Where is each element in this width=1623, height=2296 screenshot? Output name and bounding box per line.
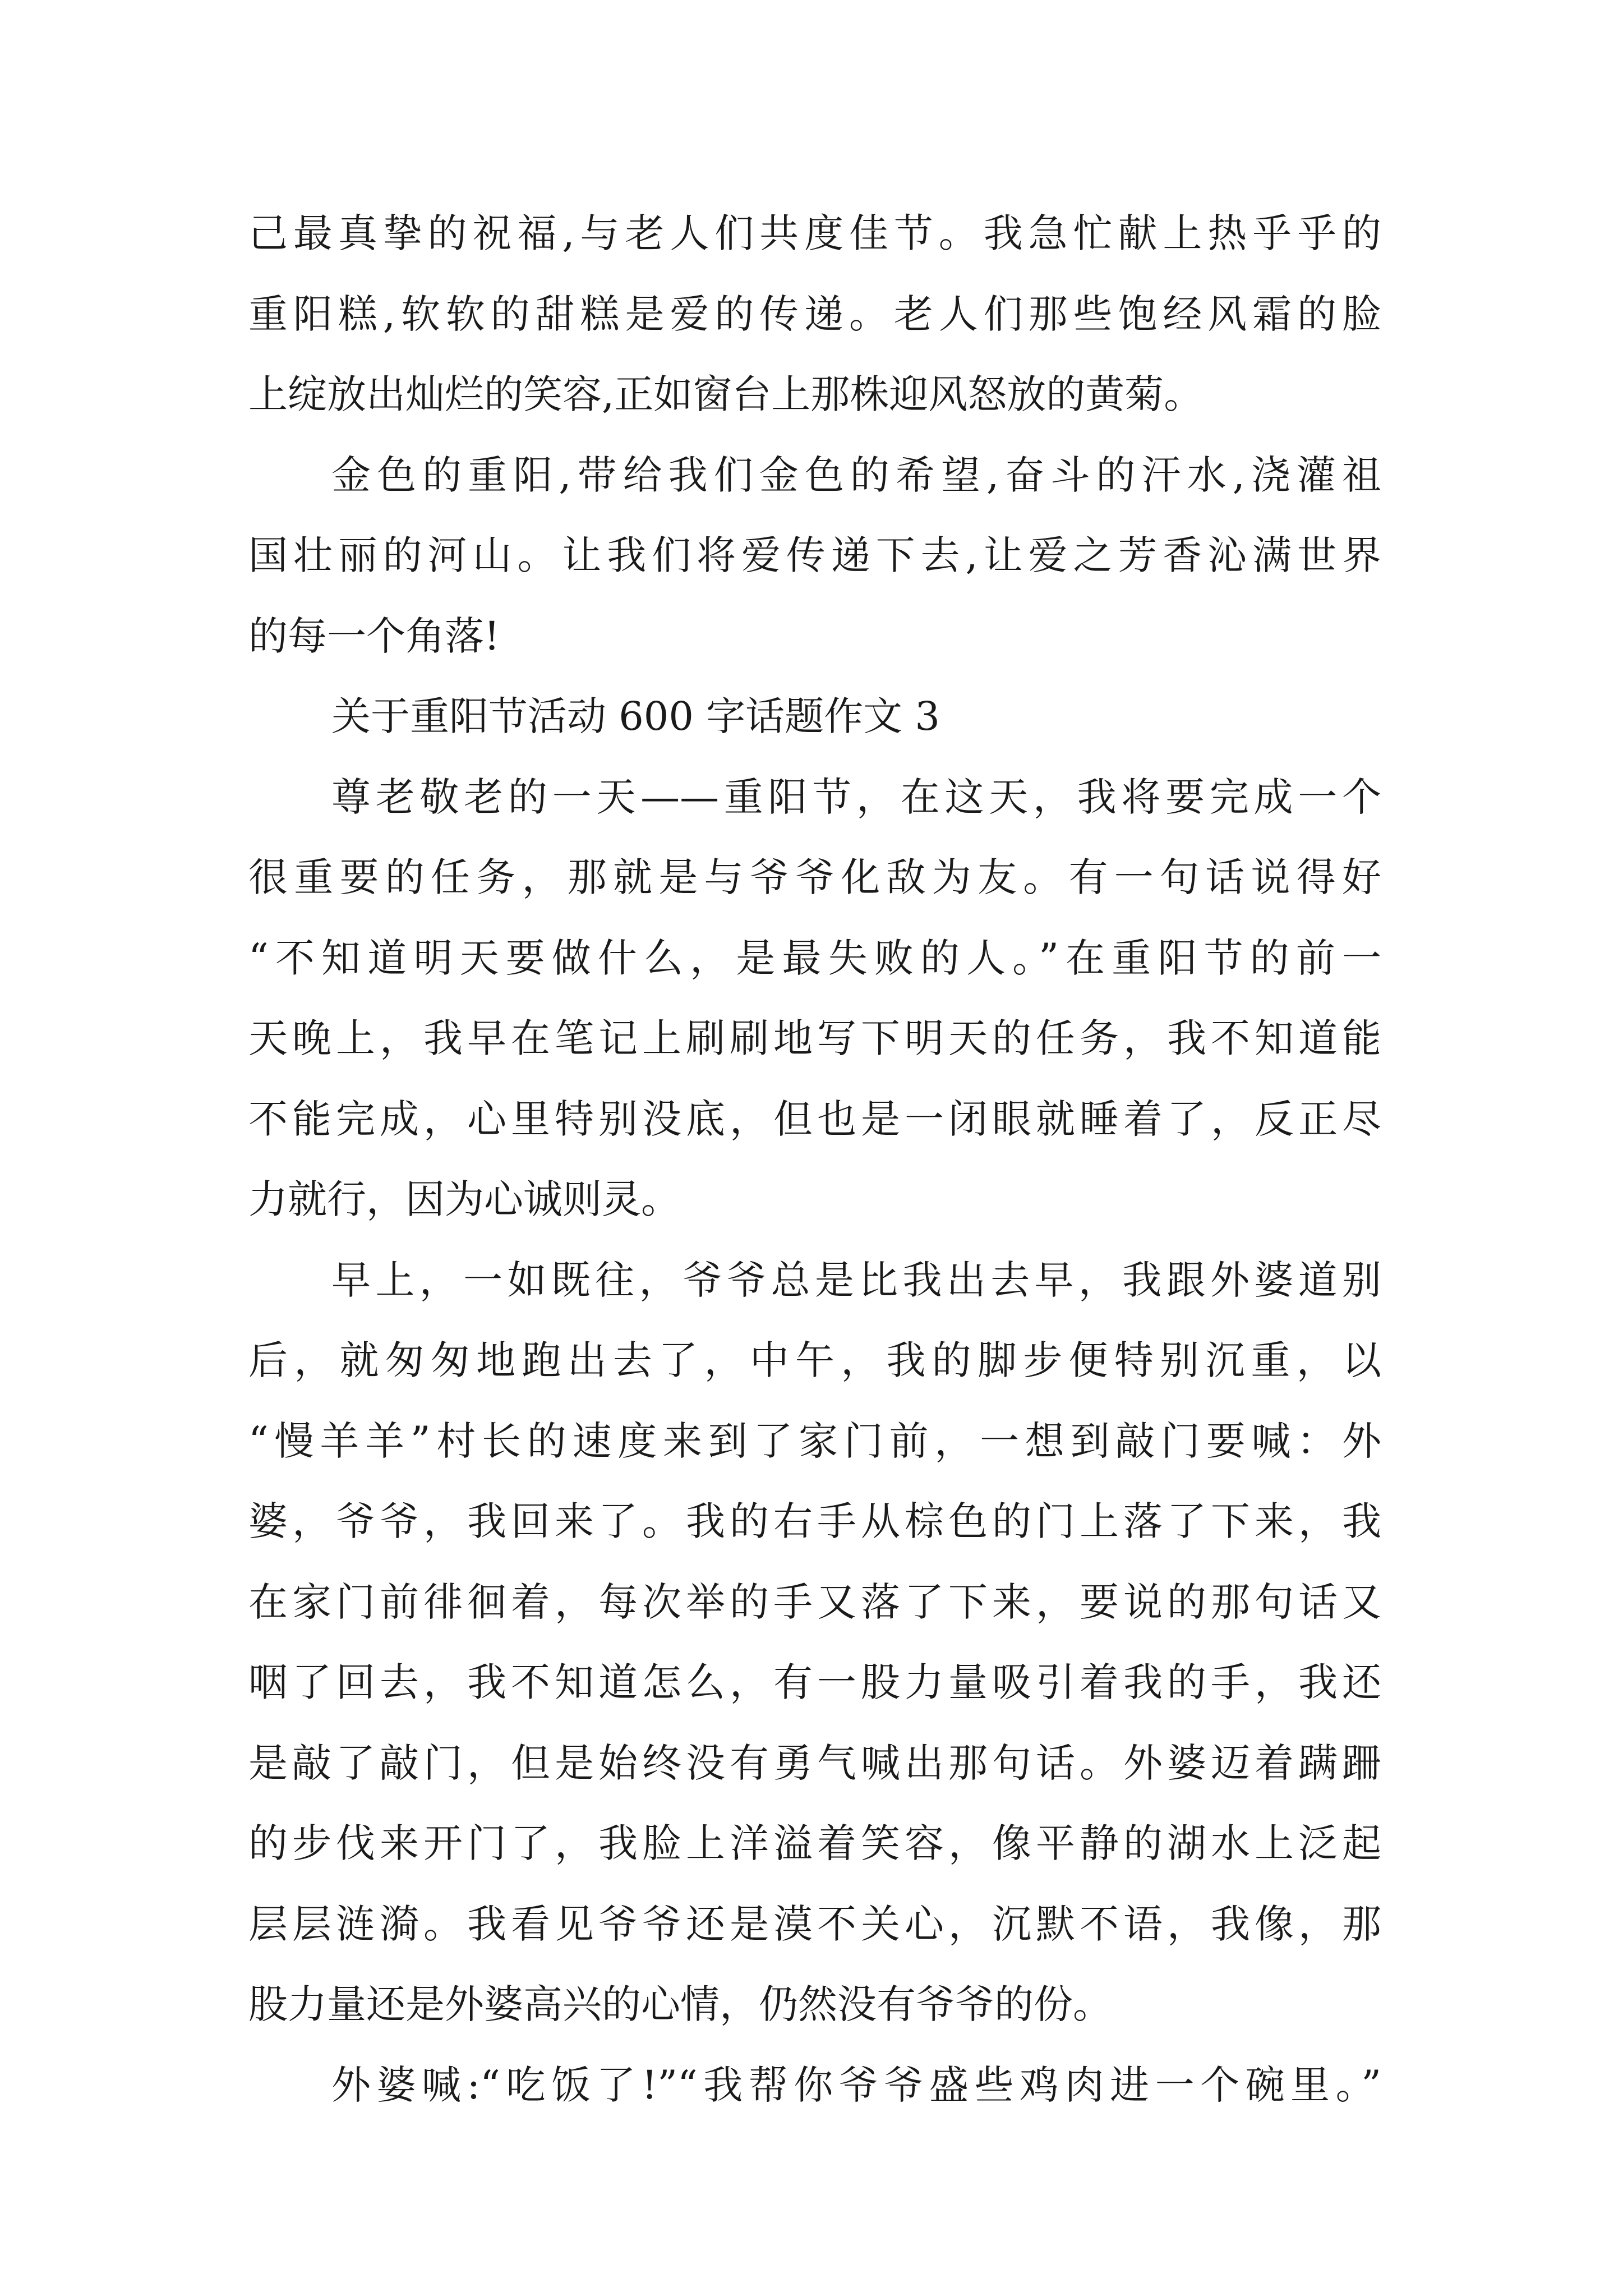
text-line: 股力量还是外婆高兴的心情，仍然没有爷爷的份。 (248, 1981, 1112, 2027)
text-line: 婆，爷爷，我回来了。我的右手从棕色的门上落了下来，我 (248, 1498, 1381, 1544)
text-line: 在家门前徘徊着，每次举的手又落了下来，要说的那句话又 (248, 1579, 1381, 1625)
text-line: “慢羊羊”村长的速度来到了家门前，一想到敲门要喊：外 (248, 1418, 1381, 1464)
text-line: “不知道明天要做什么，是最失败的人。”在重阳节的前一 (248, 935, 1381, 981)
text-line: 不能完成，心里特别没底，但也是一闭眼就睡着了，反正尽 (248, 1096, 1381, 1142)
text-line: 力就行，因为心诚则灵。 (248, 1176, 680, 1222)
paragraph-first-line: 关于重阳节活动 600 字话题作文 3 (331, 693, 940, 739)
text-line: 的每一个角落! (248, 613, 500, 659)
paragraph-first-line: 尊老敬老的一天——重阳节，在这天，我将要完成一个 (331, 774, 1381, 820)
text-line: 的步伐来开门了，我脸上洋溢着笑容，像平静的湖水上泛起 (248, 1820, 1381, 1866)
text-line: 上绽放出灿烂的笑容,正如窗台上那株迎风怒放的黄菊。 (248, 371, 1204, 417)
text-line: 己最真挚的祝福,与老人们共度佳节。我急忙献上热乎乎的 (248, 210, 1381, 256)
paragraph-first-line: 金色的重阳,带给我们金色的希望,奋斗的汗水,浇灌祖 (331, 452, 1381, 498)
text-line: 层层涟漪。我看见爷爷还是漠不关心，沉默不语，我像，那 (248, 1901, 1381, 1947)
text-line: 重阳糕,软软的甜糕是爱的传递。老人们那些饱经风霜的脸 (248, 291, 1381, 337)
text-line: 咽了回去，我不知道怎么，有一股力量吸引着我的手，我还 (248, 1659, 1381, 1705)
paragraph-first-line: 外婆喊:“吃饭了!”“我帮你爷爷盛些鸡肉进一个碗里。” (331, 2062, 1381, 2108)
text-line: 天晚上，我早在笔记上刷刷地写下明天的任务，我不知道能 (248, 1015, 1381, 1061)
text-line: 是敲了敲门，但是始终没有勇气喊出那句话。外婆迈着蹒跚 (248, 1740, 1381, 1786)
text-line: 国壮丽的河山。让我们将爱传递下去,让爱之芳香沁满世界 (248, 532, 1381, 578)
essay-text (248, 194, 1381, 2125)
text-line: 后，就匆匆地跑出去了，中午，我的脚步便特别沉重，以 (248, 1337, 1381, 1383)
paragraph-first-line: 早上，一如既往，爷爷总是比我出去早，我跟外婆道别 (331, 1257, 1381, 1303)
text-line: 很重要的任务，那就是与爷爷化敌为友。有一句话说得好 (248, 854, 1381, 900)
